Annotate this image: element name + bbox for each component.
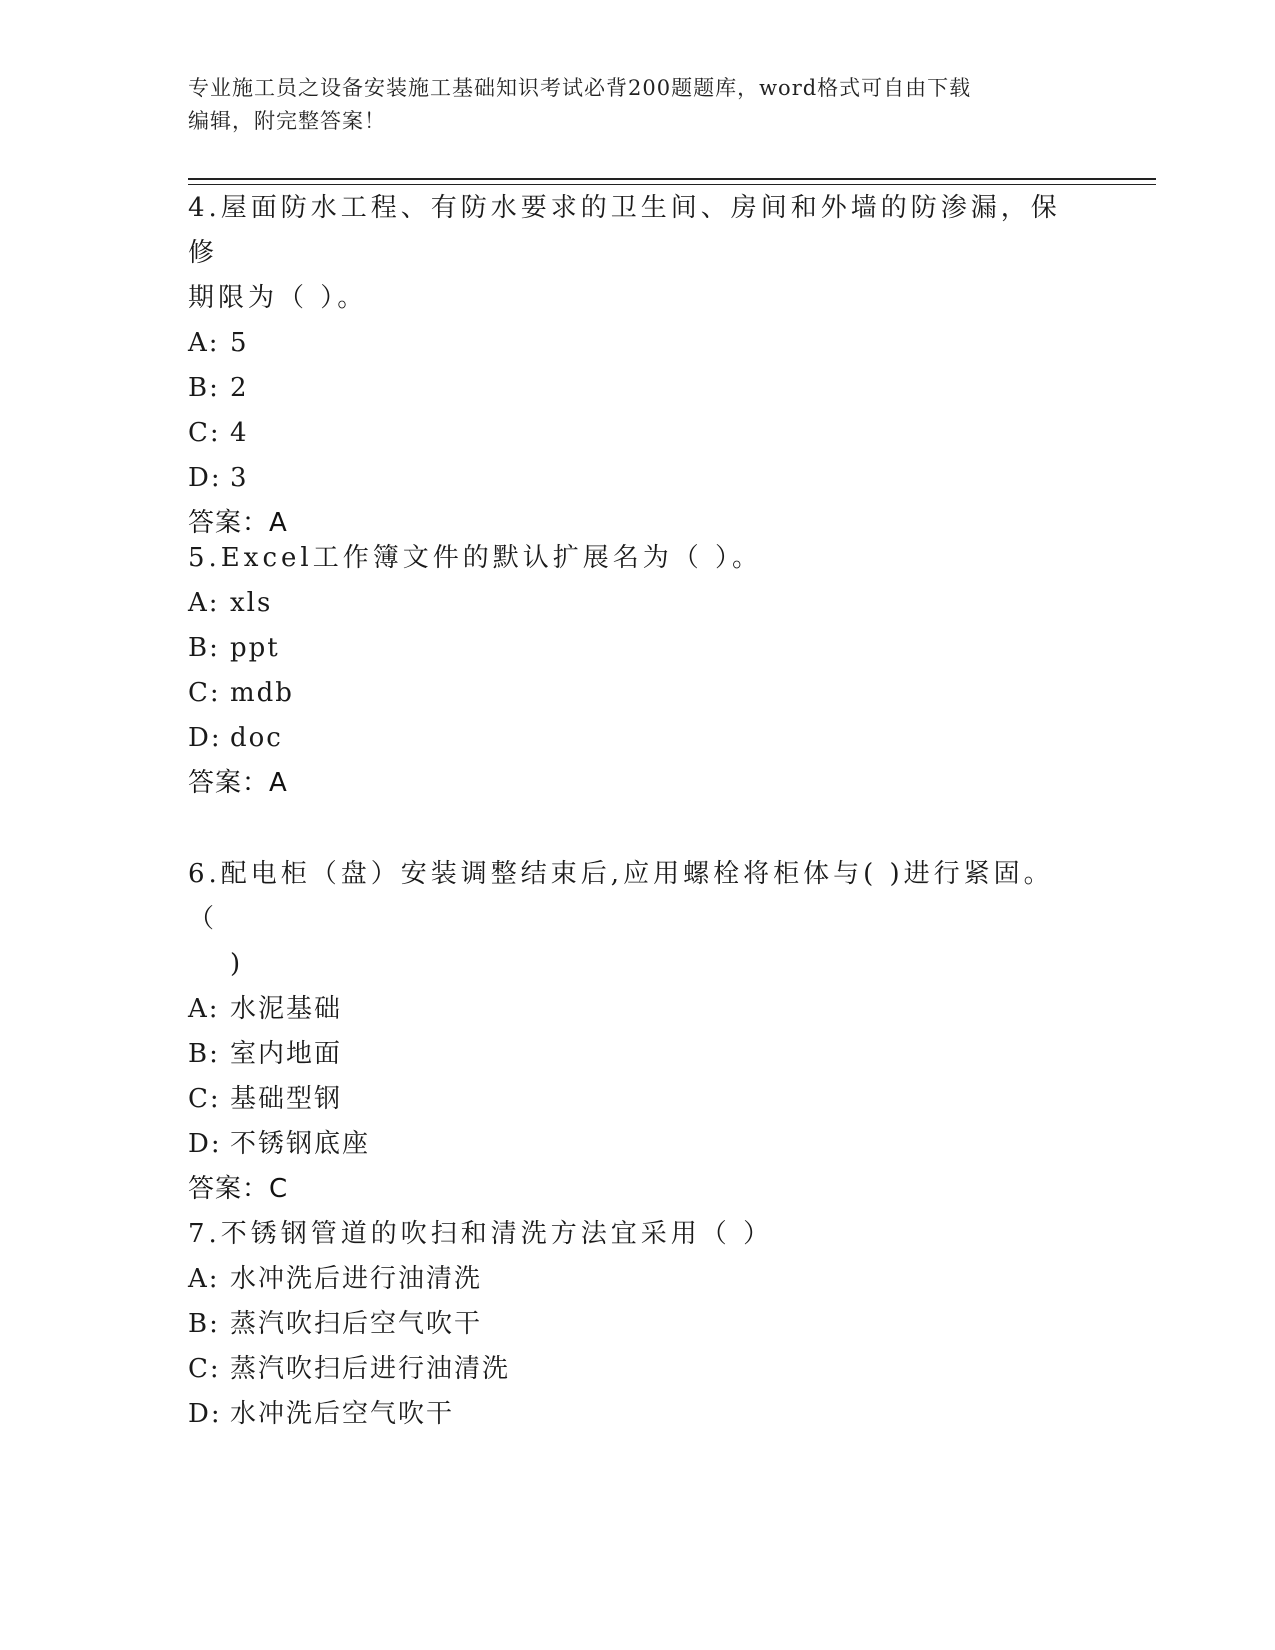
option-key: C: [188,678,221,708]
option-text: 室内地面 [230,1039,343,1069]
option-key: A: [188,588,220,618]
answer-line: 答案：C [188,1174,289,1204]
option-text: 不锈钢底座 [230,1129,371,1159]
question-5 [188,536,1068,806]
question-text [188,186,1068,321]
option-b [188,1302,1068,1347]
question-text [188,536,1068,581]
option-d [188,716,1068,761]
option-text: ppt [230,633,280,663]
header-line-2: 编辑，附完整答案！ [188,109,386,133]
question-text-line: 4.屋面防水工程、有防水要求的卫生间、房间和外墙的防渗漏，保修 [188,193,1061,268]
question-text-line: 期限为（ ）。 [188,283,368,313]
option-key: D: [188,1399,222,1429]
question-text-line: ) [230,949,245,979]
option-a [188,987,1068,1032]
option-key: C: [188,418,221,448]
option-text: xls [230,588,273,618]
option-key: D: [188,723,222,753]
question-text [188,1212,1068,1257]
option-b [188,1032,1068,1077]
option-text: 水冲洗后空气吹干 [230,1399,455,1429]
option-key: D: [188,463,222,493]
option-text: 3 [230,463,249,493]
answer-line: 答案：A [188,508,288,538]
option-d [188,1122,1068,1167]
option-c [188,671,1068,716]
option-key: D: [188,1129,222,1159]
question-4 [188,186,1068,546]
option-c [188,1077,1068,1122]
option-text: 基础型钢 [230,1084,343,1114]
option-text: 蒸汽吹扫后进行油清洗 [230,1354,511,1384]
document-header [188,72,1068,138]
header-divider-thick [188,178,1156,180]
option-key: B: [188,1309,220,1339]
question-text-line: 7.不锈钢管道的吹扫和清洗方法宜采用（ ） [188,1219,774,1249]
option-c [188,411,1068,456]
question-text-line: 5.Excel工作簿文件的默认扩展名为（ ）。 [188,543,762,573]
option-text: mdb [230,678,294,708]
option-key: C: [188,1084,221,1114]
option-text: 蒸汽吹扫后空气吹干 [230,1309,483,1339]
option-b [188,626,1068,671]
option-key: B: [188,1039,220,1069]
option-key: C: [188,1354,221,1384]
option-text: 水冲洗后进行油清洗 [230,1264,483,1294]
option-a [188,581,1068,626]
option-a [188,1257,1068,1302]
option-key: A: [188,1264,220,1294]
option-d [188,1392,1068,1437]
option-c [188,1347,1068,1392]
option-key: B: [188,373,220,403]
option-text: 4 [230,418,249,448]
option-key: A: [188,328,220,358]
header-line-1: 专业施工员之设备安装施工基础知识考试必背200题题库，word格式可自由下载 [188,76,972,100]
option-text: doc [230,723,283,753]
option-b [188,366,1068,411]
option-text: 2 [230,373,249,403]
question-text [188,852,1068,987]
option-d [188,456,1068,501]
option-key: B: [188,633,220,663]
header-divider-thin [188,184,1156,185]
option-key: A: [188,994,220,1024]
option-text: 水泥基础 [230,994,343,1024]
question-7 [188,1212,1068,1437]
option-a [188,321,1068,366]
answer-line: 答案：A [188,768,288,798]
question-text-line: 6.配电柜（盘）安装调整结束后,应用螺栓将柜体与( )进行紧固。（ [188,859,1054,934]
option-text: 5 [230,328,249,358]
question-6 [188,852,1068,1212]
